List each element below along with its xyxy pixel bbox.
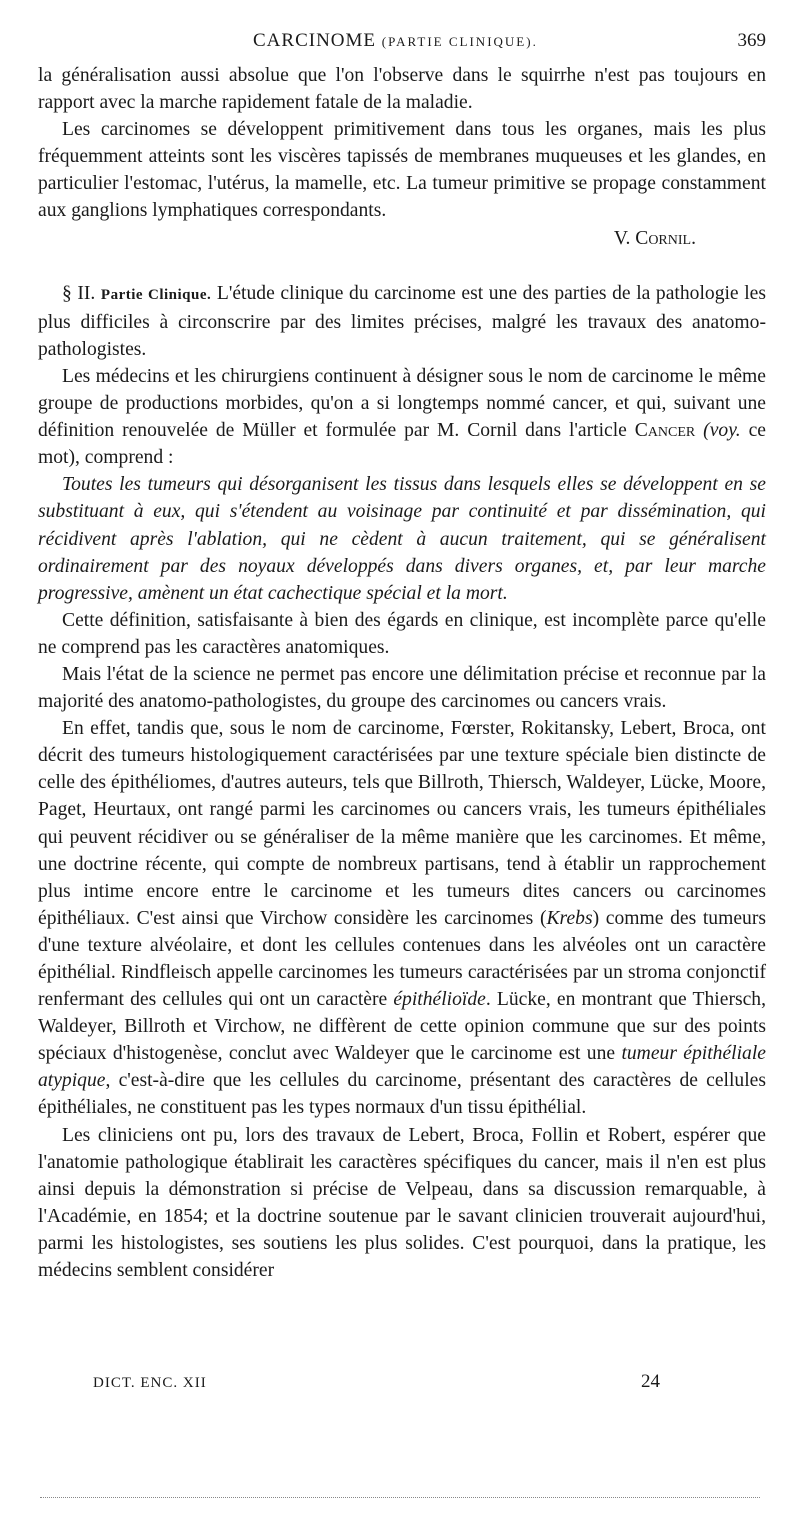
page-number: 369 xyxy=(737,30,766,51)
author-signature: V. Cornil. xyxy=(613,227,696,249)
paragraph-definition-critique: Cette définition, satisfaisante à bien des égards en clinique, est incomplète parce qu'elle ne comprend pas les caractères anatomiques. xyxy=(38,609,766,658)
atypical-tumor-term: tumeur épithéliale atypique xyxy=(38,1043,766,1092)
bottom-divider xyxy=(40,1497,760,1498)
page-body xyxy=(38,62,766,1284)
section-intro-paragraph xyxy=(38,280,766,363)
text-run: , c'est-à-dire que les cellules du carcinome, présentant des caractères de cellules épithéliales, ne constituent pas les types normaux d'un tissu épithélial. xyxy=(38,1070,766,1119)
text-run: En effet, tandis que, sous le nom de carcinome, Fœrster, Rokitansky, Lebert, Broca, ont décrit des tumeurs histologiquement caractérisées par une texture spéciale bien distincte de celle des épithéliomes, d'autres auteurs, tels que Billroth, Thiersch, Waldeyer, Lücke, Moore, Paget, Heurtaux, ont rangé parmi les carcinomes ou cancers vrais, les tumeurs épithéliales qui peuvent récidiver ou se généraliser de la même manière que les carcinomes. Et même, une doctrine récente, qui compte de nombreux partisans, tend à établir un rapprochement plus intime encore entre le carcinome et les tumeurs dites cancers ou carcinomes épithéliaux. C'est ainsi que Virchow considère les carcinomes ( xyxy=(38,718,766,929)
footer-sheet-number: 24 xyxy=(641,1371,660,1392)
running-title xyxy=(253,30,538,52)
paragraph-definition-intro xyxy=(38,363,766,471)
section-heading: Partie Clinique. xyxy=(100,286,212,303)
definition-quote: Toutes les tumeurs qui désorganisent les tissus dans lesquels elles se développent en se substituant à eux, qui s'étendent au voisinage par continuité et par dissémination, qui récidivent après l'ablation, qui ne cèdent à aucun traitement, qui se généralisent ordinairement par des noyaux développés dans divers organes, et, par leur marche progressive, amènent un état cachectique spécial et la mort. xyxy=(38,474,766,604)
cancer-article-ref: Cancer xyxy=(634,420,696,442)
text-run: ce mot), comprend : xyxy=(38,420,766,469)
page-footer xyxy=(93,1371,673,1405)
text-run: ) comme des tumeurs d'une texture alvéolaire, et dont les cellules contenues dans les alvéoles ont un caractère épithélial. Rindfleisch appelle carcinomes les tumeurs caractérisées par un stroma conjonctif renfermant des cellules qui ont un caractère xyxy=(38,907,766,1011)
paragraph-continuation: la généralisation aussi absolue que l'on l'observe dans le squirrhe n'est pas toujours en rapport avec la marche rapidement fatale de la maladie. xyxy=(38,65,766,114)
voy-ref: (voy. xyxy=(703,420,741,442)
text-run: . Lücke, en montrant que Thiersch, Waldeyer, Billroth et Virchow, ne diffèrent de cette opinion commune que sur des points spéciaux d'histogenèse, conclut avec Waldeyer que le carcinome est une xyxy=(38,989,766,1065)
section-intro-text: L'étude clinique du carcinome est une des parties de la pathologie les plus difficiles à circonscrire par des limites précises, malgré les travaux des anatomo-pathologistes. xyxy=(38,282,766,360)
header-subtitle: (PARTIE CLINIQUE). xyxy=(381,34,538,49)
text-run: Les médecins et les chirurgiens continuent à désigner sous le nom de carcinome le même groupe de productions morbides, qu'on a si longtemps nommé cancer, et qui, suivant une définition renouvelée de Müller et formulée par M. Cornil dans l'article xyxy=(38,365,766,442)
running-header xyxy=(38,30,766,60)
krebs-term: Krebs xyxy=(546,907,593,929)
paragraph-state-of-science: Mais l'état de la science ne permet pas encore une délimitation précise et reconnue par la majorité des anatomo-pathologistes, du groupe des carcinomes ou cancers vrais. xyxy=(38,663,766,713)
paragraph-authors-debate xyxy=(38,715,766,1121)
header-title: CARCINOME xyxy=(253,30,377,51)
section-number: § II. xyxy=(62,282,96,304)
paragraph-clinicians: Les cliniciens ont pu, lors des travaux de Lebert, Broca, Follin et Robert, espérer que l'anatomie pathologique établirait les caractères spécifiques du cancer, mais il n'en est plus ainsi depuis la démonstration si précise de Velpeau, dans sa discussion remarquable, à l'Académie, en 1854; et la doctrine soutenue par le savant clinicien trouverait aujourd'hui, parmi les histologistes, ses soutiens les plus solides. C'est pourquoi, dans la pratique, les médecins semblent considérer xyxy=(38,1124,766,1282)
section-gap xyxy=(38,252,766,280)
paragraph-carcinome-organs: Les carcinomes se développent primitivement dans tous les organes, mais les plus fréquemment atteints sont les viscères tapissés de membranes muqueuses et les glandes, en particulier l'estomac, l'utérus, la mamelle, etc. La tumeur primitive se propage constamment aux ganglions lymphatiques correspondants. xyxy=(38,119,766,222)
epithelioide-term: épithélioïde xyxy=(393,989,486,1011)
footer-signature-mark: DICT. ENC. XII xyxy=(93,1375,207,1391)
